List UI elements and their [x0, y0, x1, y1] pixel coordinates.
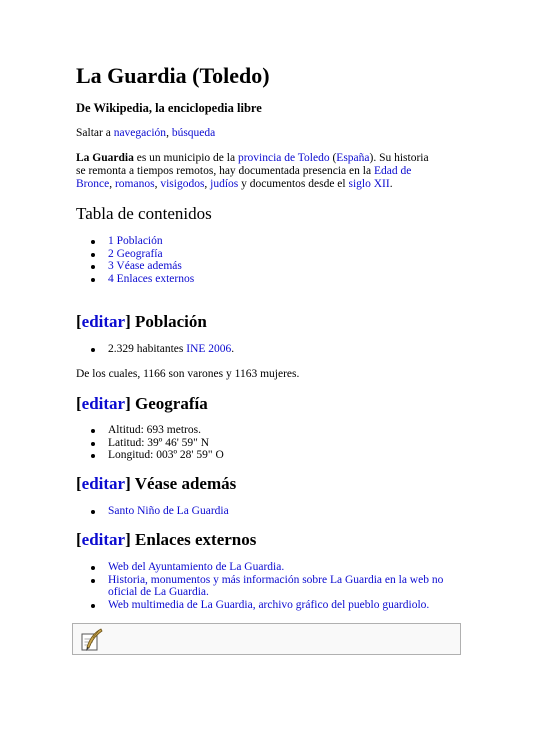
link-historia-monumentos[interactable]: Historia, monumentos y más información sobre La Guardia en la web no oficial de La Guardia. — [108, 573, 444, 598]
list-item: Latitud: 39º 46' 59" N — [76, 437, 224, 450]
list-item — [76, 599, 468, 612]
list-item — [76, 561, 468, 574]
jump-navigation-link[interactable]: navegación — [113, 127, 167, 139]
edit-bracket: [ — [76, 530, 82, 549]
list-item — [76, 343, 234, 356]
jump-separator: , — [166, 127, 172, 139]
vease-list — [76, 505, 229, 518]
poblacion-list — [76, 343, 234, 356]
intro-text: , — [204, 178, 211, 190]
intro-text: , — [109, 178, 115, 190]
section-title: Geografía — [135, 394, 208, 413]
link-judios[interactable]: judíos — [210, 178, 239, 190]
link-ayuntamiento[interactable]: Web del Ayuntamiento de La Guardia. — [108, 561, 285, 573]
link-romanos[interactable]: romanos — [114, 178, 155, 190]
toc-item — [76, 260, 194, 273]
toc-link-vease[interactable]: 3 Véase además — [108, 260, 182, 272]
link-espana[interactable]: España — [336, 152, 370, 164]
section-heading-enlaces — [76, 530, 256, 549]
geografia-list — [76, 424, 224, 462]
toc-item — [76, 273, 194, 286]
link-provincia-toledo[interactable]: provincia de Toledo — [237, 152, 330, 164]
intro-text: es un municipio de la — [133, 152, 238, 164]
toc-item — [76, 248, 194, 261]
edit-link-vease[interactable]: editar — [81, 474, 126, 493]
section-heading-poblacion — [76, 312, 207, 331]
edit-bracket: [ — [76, 312, 82, 331]
jump-search-link[interactable]: búsqueda — [171, 127, 216, 139]
edit-bracket: [ — [76, 394, 82, 413]
intro-text: ( — [329, 152, 337, 164]
intro-text: y documentos desde el — [238, 178, 349, 190]
edit-bracket: ] — [125, 394, 136, 413]
link-santo-nino[interactable]: Santo Niño de La Guardia — [108, 505, 229, 517]
section-heading-vease — [76, 474, 236, 493]
link-ine-2006[interactable]: INE 2006 — [186, 343, 232, 355]
toc-link-geografia[interactable]: 2 Geografía — [108, 247, 163, 260]
section-title: Enlaces externos — [135, 530, 257, 549]
toc-link-enlaces[interactable]: 4 Enlaces externos — [108, 272, 195, 285]
edit-bracket: [ — [76, 474, 82, 493]
intro-text: . — [389, 178, 393, 190]
page-subtitle: De Wikipedia, la enciclopedia libre — [76, 101, 262, 115]
edit-bracket: ] — [125, 474, 135, 493]
list-item: Longitud: 003º 28' 59" O — [76, 449, 224, 462]
list-item — [76, 574, 468, 599]
punctuation: . — [231, 343, 235, 355]
enlaces-list — [76, 561, 468, 611]
intro-bold-title: La Guardia — [76, 152, 134, 164]
jump-prefix: Saltar a — [76, 127, 114, 139]
toc-link-poblacion[interactable]: 1 Población — [108, 235, 163, 247]
poblacion-note: De los cuales, 1166 son varones y 1163 mujeres. — [76, 368, 300, 380]
intro-text: , — [154, 178, 161, 190]
intro-paragraph — [76, 152, 436, 191]
list-item: Altitud: 693 metros. — [76, 424, 224, 437]
section-heading-geografia — [76, 394, 208, 413]
toc-list — [76, 235, 194, 285]
link-edad-bronce[interactable]: Edad de Bronce — [76, 165, 412, 190]
stub-notice-box — [72, 623, 461, 655]
list-item — [76, 505, 229, 518]
edit-link-enlaces[interactable]: editar — [81, 530, 126, 549]
intro-text: ). Su historia se remonta a tiempos remotos, hay documentada presencia en la — [76, 152, 429, 177]
section-title: Población — [135, 312, 207, 331]
population-value: 2.329 habitantes — [108, 343, 187, 355]
link-visigodos[interactable]: visigodos — [160, 178, 205, 190]
section-title: Véase además — [134, 474, 237, 493]
link-siglo-xii[interactable]: siglo XII — [348, 178, 390, 190]
quill-icon — [78, 627, 104, 653]
edit-link-geografia[interactable]: editar — [81, 394, 126, 413]
edit-bracket: ] — [125, 312, 136, 331]
toc-heading: Tabla de contenidos — [76, 204, 212, 223]
toc-item — [76, 235, 194, 248]
link-web-multimedia[interactable]: Web multimedia de La Guardia, archivo gráfico del pueblo guardiolo. — [108, 598, 430, 611]
edit-link-poblacion[interactable]: editar — [81, 312, 126, 331]
page-title: La Guardia (Toledo) — [76, 63, 270, 88]
jump-links — [76, 127, 215, 140]
edit-bracket: ] — [125, 530, 136, 549]
